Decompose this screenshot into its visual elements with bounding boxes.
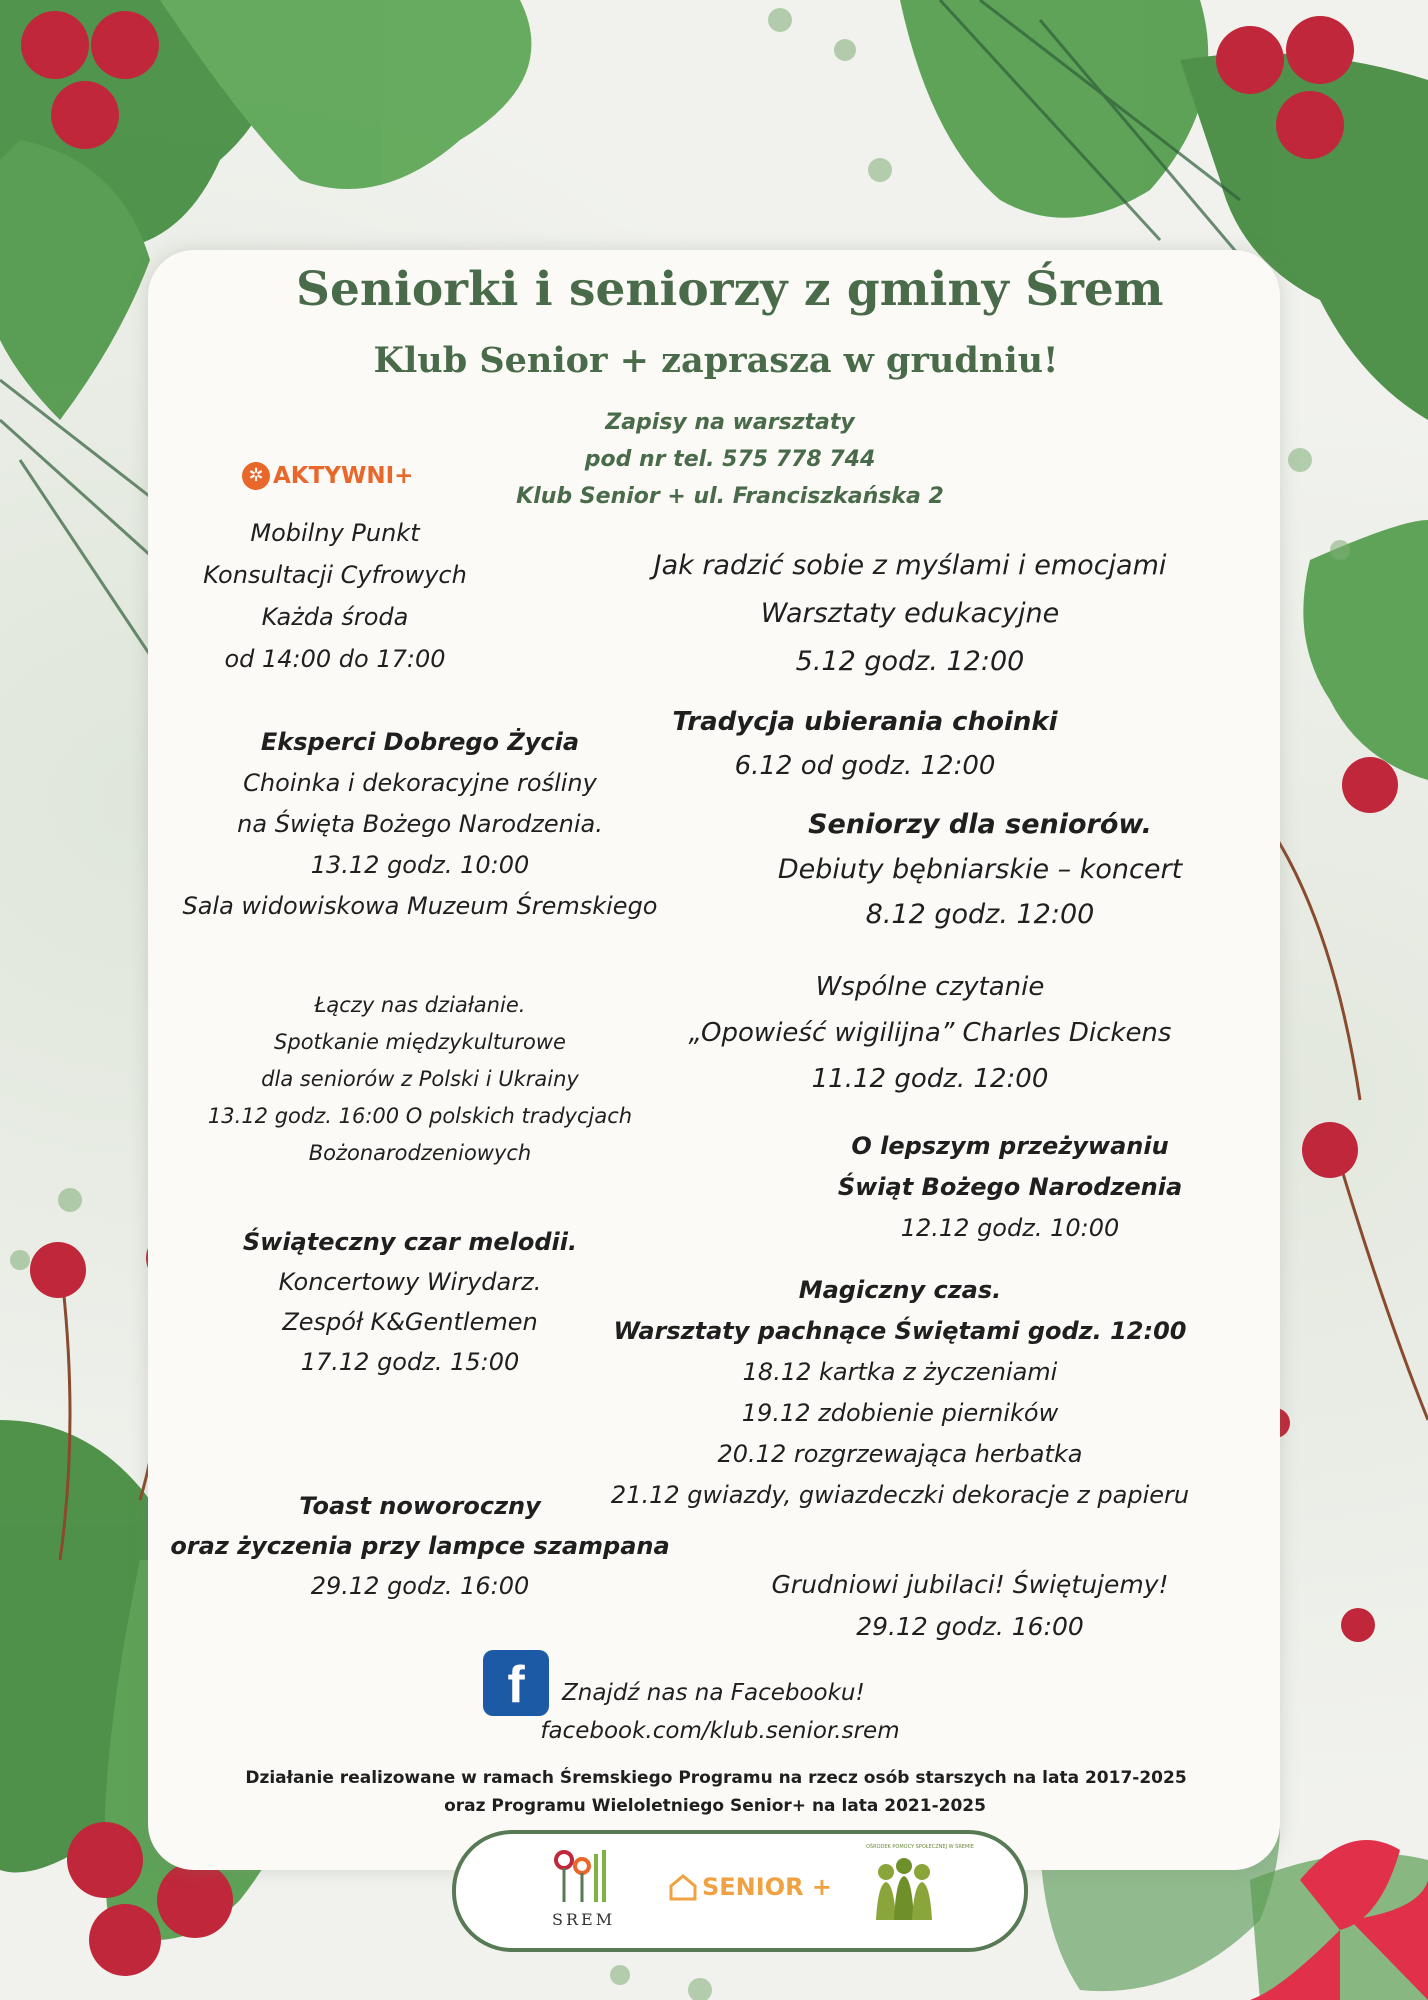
aktywni-logo-text: AKTYWNI+ — [273, 463, 414, 489]
event-line: 29.12 godz. 16:00 — [856, 1612, 1084, 1641]
event-line: na Święta Bożego Narodzenia. — [237, 810, 603, 838]
aktywni-line: Każda środa — [261, 603, 409, 631]
logo-strip — [452, 1830, 1028, 1952]
srem-logo-icon — [552, 1846, 612, 1906]
signup-line: Zapisy na warsztaty — [605, 410, 855, 435]
event-line: Grudniowi jubilaci! Świętujemy! — [771, 1570, 1169, 1599]
event-title: Magiczny czas. — [798, 1276, 1002, 1304]
footer-line-1: Działanie realizowane w ramach Śremskiego Programu na rzecz osób starszych na lata 2017-2025 — [245, 1768, 1187, 1788]
page-subtitle: Klub Senior + zaprasza w grudniu! — [373, 340, 1059, 381]
senior-plus-text: SENIOR + — [702, 1873, 833, 1901]
event-line: 5.12 godz. 12:00 — [795, 646, 1025, 677]
event-line: Bożonarodzeniowych — [308, 1141, 532, 1165]
event-line: 18.12 kartka z życzeniami — [742, 1358, 1058, 1386]
event-line: dla seniorów z Polski i Ukrainy — [261, 1067, 579, 1091]
event-laczy-nas — [180, 987, 660, 1172]
event-seniorzy-dla-seniorow — [740, 802, 1220, 937]
event-line: 6.12 od godz. 12:00 — [734, 751, 996, 781]
event-line: 19.12 zdobienie pierników — [741, 1399, 1059, 1427]
event-line: Choinka i dekoracyjne rośliny — [243, 769, 597, 797]
footer-line-2: oraz Programu Wieloletniego Senior+ na lata 2021-2025 — [444, 1796, 986, 1816]
event-eksperci — [160, 722, 680, 927]
event-line: Debiuty bębniarskie – koncert — [777, 854, 1183, 885]
event-line: Warsztaty edukacyjne — [760, 598, 1060, 629]
event-line: 21.12 gwiazdy, gwiazdeczki dekoracje z papieru — [610, 1481, 1190, 1509]
event-title: Seniorzy dla seniorów. — [808, 809, 1152, 840]
event-title-2: Warsztaty pachnące Świętami godz. 12:00 — [613, 1317, 1187, 1345]
ops-logo-text: OŚRODEK POMOCY SPOŁECZNEJ W ŚREMIE — [866, 1844, 974, 1850]
signup-address: Klub Senior + ul. Franciszkańska 2 — [516, 484, 944, 509]
event-line: 13.12 godz. 16:00 O polskich tradycjach — [207, 1104, 633, 1128]
event-line: 8.12 godz. 12:00 — [865, 899, 1095, 930]
event-magiczny-czas — [590, 1270, 1210, 1516]
event-line: Łączy nas działanie. — [314, 993, 526, 1017]
aktywni-line: Konsultacji Cyfrowych — [203, 561, 467, 589]
event-line: Sala widowiskowa Muzeum Śremskiego — [182, 892, 658, 920]
senior-plus-logo — [668, 1872, 832, 1902]
event-title-2: Świąt Bożego Narodzenia — [837, 1173, 1183, 1201]
event-title: Toast noworoczny — [299, 1492, 541, 1520]
event-line: 29.12 godz. 16:00 — [310, 1572, 530, 1600]
event-line: Jak radzić sobie z myślami i emocjami — [653, 550, 1167, 581]
event-title: Świąteczny czar melodii. — [242, 1228, 578, 1256]
event-title: Eksperci Dobrego Życia — [260, 728, 580, 756]
facebook-text: Znajdź nas na Facebooku! — [562, 1680, 865, 1706]
event-title: Tradycja ubierania choinki — [672, 707, 1058, 737]
page-title: Seniorki i seniorzy z gminy Śrem — [296, 262, 1164, 317]
ops-logo — [866, 1844, 974, 1934]
event-title-2: oraz życzenia przy lampce szampana — [170, 1532, 670, 1560]
event-line: 17.12 godz. 15:00 — [300, 1348, 520, 1376]
aktywni-logo — [242, 460, 413, 492]
event-line: 11.12 godz. 12:00 — [811, 1064, 1049, 1094]
event-czar-melodii — [230, 1222, 590, 1382]
event-line: Zespół K&Gentlemen — [282, 1308, 538, 1336]
event-line: Wspólne czytanie — [815, 972, 1045, 1002]
event-lepsze-swieta — [830, 1126, 1190, 1249]
facebook-icon[interactable]: f — [483, 1650, 549, 1716]
ops-people-icon — [866, 1850, 942, 1928]
event-choinka — [660, 700, 1070, 788]
event-jubilaci — [740, 1564, 1200, 1648]
aktywni-icon: ✲ — [242, 462, 270, 490]
event-line: 12.12 godz. 10:00 — [900, 1214, 1120, 1242]
house-icon — [668, 1872, 698, 1902]
signup-phone: pod nr tel. 575 778 744 — [584, 447, 876, 472]
facebook-link[interactable]: facebook.com/klub.senior.srem — [540, 1718, 900, 1744]
event-line: Spotkanie międzykulturowe — [274, 1030, 566, 1054]
srem-logo — [552, 1846, 616, 1936]
event-mysli-emocje — [640, 542, 1180, 686]
event-line: Koncertowy Wirydarz. — [278, 1268, 542, 1296]
aktywni-line: od 14:00 do 17:00 — [224, 645, 446, 673]
event-line: „Opowieść wigilijna” Charles Dickens — [688, 1018, 1172, 1048]
aktywni-line: Mobilny Punkt — [250, 519, 420, 547]
signup-info — [500, 404, 960, 515]
event-line: 20.12 rozgrzewająca herbatka — [717, 1440, 1083, 1468]
aktywni-info — [180, 512, 490, 680]
event-title: O lepszym przeżywaniu — [851, 1132, 1169, 1160]
event-line: 13.12 godz. 10:00 — [310, 851, 530, 879]
event-wspolne-czytanie — [650, 964, 1210, 1102]
srem-logo-text: SREM — [552, 1910, 616, 1929]
